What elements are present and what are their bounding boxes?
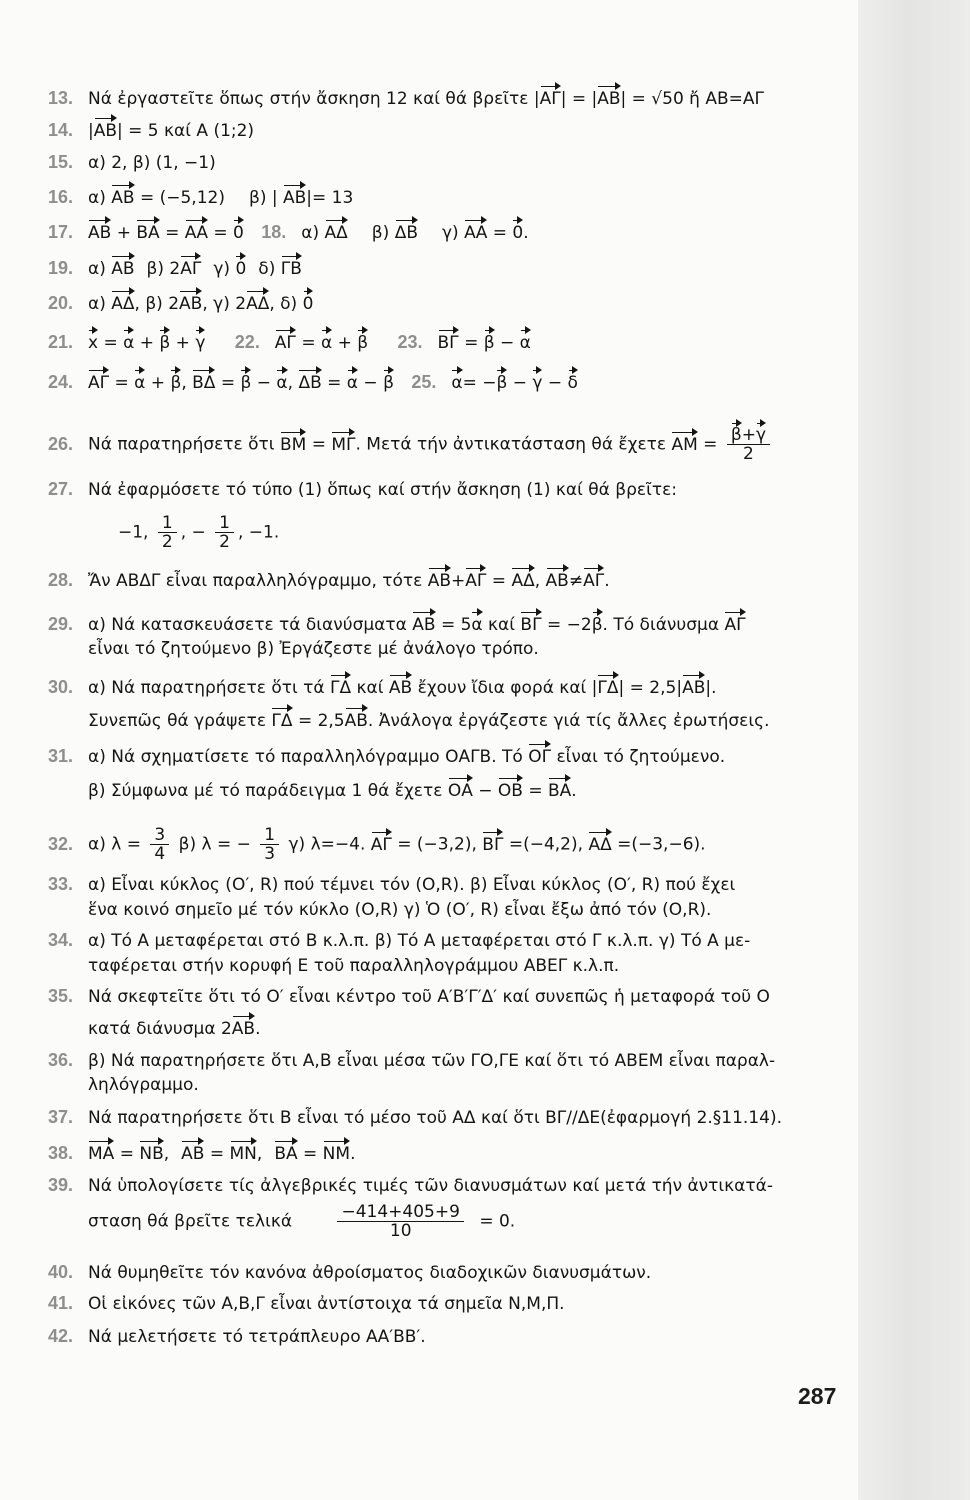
vector: ΑΒ — [388, 678, 413, 698]
answer-37: 37. Νά παρατηρήσετε ὅτι Β εἶναι τό μέσο τοῦ ΑΔ καί ὅτι ΒΓ//ΔΕ(ἐφαρμογή 2.§11.14). — [48, 1107, 782, 1128]
answer-24-25: 24. ΑΓ = α + β, ΒΔ = β − α, ΔΒ = α − β 25. α= −β − γ − δ — [48, 372, 578, 393]
vector: ΑΒ — [181, 1144, 205, 1164]
vector: α — [519, 333, 531, 353]
exercise-number: 19. — [48, 258, 74, 278]
vector: ΑΓ — [180, 259, 202, 279]
answer-21-23: 21. x = α + β + γ 22. ΑΓ = α + β 23. ΒΓ = β − α — [48, 332, 531, 353]
vector: ΑΜ — [671, 434, 698, 455]
exercise-number: 20. — [48, 293, 74, 313]
vector: ΑΒ — [88, 223, 112, 243]
answer-42: 42. Νά μελετήσετε τό τετράπλευρο ΑΑ′ΒΒ′. — [48, 1326, 426, 1347]
exercise-number: 36. — [48, 1050, 74, 1070]
exercise-number: 21. — [48, 332, 74, 352]
vector: α — [134, 373, 146, 393]
vector: 0 — [235, 259, 247, 279]
answer-20: 20. α) ΑΔ, β) 2ΑΒ, γ) 2ΑΔ, δ) 0 — [48, 293, 314, 314]
vector: β — [240, 373, 252, 393]
vector: γ — [532, 373, 543, 393]
answer-30-cont: Συνεπῶς θά γράψετε ΓΔ = 2,5ΑΒ. Ἀνάλογα ἐργάζεστε γιά τίς ἄλλες ἐρωτήσεις. — [88, 711, 770, 731]
exercise-number: 29. — [48, 614, 74, 634]
vector: ΑΒ — [179, 294, 203, 314]
answer-29: 29. α) Νά κατασκευάσετε τά διανύσματα ΑΒ = 5α καί ΒΓ = −2β. Τό διάνυσμα ΑΓ — [48, 614, 746, 635]
answer-31-cont: β) Σύμφωνα μέ τό παράδειγμα 1 θά ἔχετε ΟΑ − ΟΒ = ΒΑ. — [88, 781, 577, 801]
vector: ΟΓ — [528, 747, 552, 767]
vector: ΔΒ — [298, 373, 322, 393]
exercise-number: 33. — [48, 874, 74, 894]
answer-28: 28. Ἄν ΑΒΔΓ εἶναι παραλληλόγραμμο, τότε ΑΒ+ΑΓ = ΑΔ, ΑΒ≠ΑΓ. — [48, 570, 610, 591]
vector: ΟΒ — [497, 781, 523, 801]
vector: ΓΔ — [271, 711, 293, 731]
vector: ΒΜ — [279, 434, 307, 455]
exercise-number: 42. — [48, 1326, 74, 1346]
answer-38: 38. ΜΑ = ΝΒ, ΑΒ = ΜΝ, ΒΑ = ΝΜ. — [48, 1143, 356, 1164]
exercise-number: 17. — [48, 222, 74, 242]
vector: α — [346, 373, 359, 393]
answer-34-cont: ταφέρεται στήν κορυφή Ε τοῦ παραλληλογράμμου ΑΒΕΓ κ.λ.π. — [88, 956, 620, 976]
vector: ΑΒ — [412, 615, 436, 635]
exercise-number: 40. — [48, 1262, 74, 1282]
vector: ΑΒ — [111, 188, 135, 208]
vector: ΑΑ — [464, 223, 488, 243]
exercise-number: 15. — [48, 152, 74, 172]
exercise-number: 30. — [48, 677, 74, 697]
vector: α — [123, 333, 135, 353]
vector: ΒΑ — [136, 223, 160, 243]
answer-13: 13. Νά ἐργαστεῖτε ὅπως στήν ἄσκηση 12 καί θά βρεῖτε |ΑΓ| = |ΑΒ| = √50 ἤ ΑΒ=ΑΓ — [48, 88, 764, 109]
answer-39-cont: σταση θά βρεῖτε τελικά $\frac{-414+405+9}{10}$ = 0. — [88, 1202, 516, 1241]
fraction: $\frac{1}{3}$ — [260, 826, 279, 863]
vector: ΑΒ — [93, 121, 118, 141]
exercise-number: 37. — [48, 1107, 74, 1127]
answer-17-18: 17. ΑΒ + ΒΑ = ΑΑ = 0 18. α) ΑΔ β) ΔΒ γ) ΑΑ = 0. — [48, 222, 529, 243]
vector: ΑΑ — [184, 223, 208, 243]
exercise-number: 39. — [48, 1175, 74, 1195]
answer-14: 14. |ΑΒ| = 5 καί Α (1;2) — [48, 120, 255, 141]
vector: β — [591, 615, 603, 635]
vector: ΒΑ — [274, 1144, 298, 1164]
vector: β — [357, 333, 369, 353]
vector: δ — [567, 373, 578, 393]
fraction: $\frac{\beta+\gamma}{2}$ — [727, 426, 770, 463]
vector: ΑΒ — [597, 89, 621, 109]
exercise-number: 34. — [48, 930, 74, 950]
answer-19: 19. α) ΑΒ β) 2ΑΓ γ) 0 δ) ΓΒ — [48, 258, 302, 279]
vector: ΑΓ — [370, 834, 392, 855]
vector: ΓΒ — [280, 259, 302, 279]
exercise-number: 31. — [48, 746, 74, 766]
answer-40: 40. Νά θυμηθεῖτε τόν κανόνα ἀθροίσματος διαδοχικῶν διανυσμάτων. — [48, 1262, 652, 1283]
vector: α — [320, 333, 333, 353]
answer-36-cont: ληλόγραμμο. — [88, 1075, 199, 1095]
binding-margin — [858, 0, 970, 1500]
vector: ΓΔ — [330, 678, 352, 698]
exercise-number: 16. — [48, 187, 74, 207]
exercise-number: 18. — [261, 222, 287, 242]
answer-31: 31. α) Νά σχηματίσετε τό παραλληλόγραμμο ΟΑΓΒ. Τό ΟΓ εἶναι τό ζητούμενο. — [48, 746, 726, 767]
answer-29-cont: εἶναι τό ζητούμενο β) Ἐργάζεστε μέ ἀνάλογο τρόπο. — [88, 639, 539, 659]
vector: α — [276, 373, 288, 393]
vector: ΜΝ — [229, 1144, 257, 1164]
answer-27-values: −1, $\frac{1}{2}$ , − $\frac{1}{2}$ , −1. — [118, 513, 280, 552]
exercise-number: 28. — [48, 570, 74, 590]
exercise-number: 27. — [48, 479, 74, 499]
vector: 0 — [233, 223, 244, 243]
answer-41: 41. Οἱ εἰκόνες τῶν Α,Β,Γ εἶναι ἀντίστοιχα τά σημεῖα Ν,Μ,Π. — [48, 1293, 565, 1314]
fraction: $\frac{1}{2}$ — [215, 514, 234, 551]
vector: α — [451, 373, 463, 393]
vector: ΑΓ — [724, 615, 746, 635]
answer-36: 36. β) Νά παρατηρήσετε ὅτι Α,Β εἶναι μέσα τῶν ΓΟ,ΓΕ καί ὅτι τό ΑΒΕΜ εἶναι παραλ- — [48, 1050, 776, 1071]
vector: ΑΔ — [111, 294, 135, 314]
vector: ΑΒ — [231, 1019, 256, 1039]
vector: α — [471, 615, 483, 635]
vector: ΑΓ — [539, 89, 561, 109]
answer-33-cont: ἕνα κοινό σημεῖο μέ τόν κύκλο (Ο,R) γ) Ὁ (Ο′, R) εἶναι ἔξω ἀπό τόν (Ο,R). — [88, 900, 712, 920]
vector: β — [159, 333, 171, 353]
vector: γ — [195, 333, 206, 353]
exercise-number: 24. — [48, 372, 74, 392]
vector: ΜΓ — [331, 434, 356, 455]
vector: ΑΔ — [324, 223, 348, 243]
vector: ΑΒ — [545, 571, 569, 591]
vector: ΑΒ — [111, 259, 135, 279]
exercise-number: 35. — [48, 986, 74, 1006]
exercise-number: 38. — [48, 1143, 74, 1163]
answer-33: 33. α) Εἶναι κύκλος (Ο′, R) πού τέμνει τόν (Ο,R). β) Εἶναι κύκλος (Ο′, R) πού ἔχει — [48, 874, 736, 895]
vector: ΟΑ — [447, 781, 473, 801]
vector: ΑΔ — [246, 294, 270, 314]
exercise-number: 41. — [48, 1293, 74, 1313]
vector: ΑΒ — [283, 188, 307, 208]
vector: ΑΔ — [511, 571, 535, 591]
vector: ΜΑ — [88, 1144, 115, 1164]
vector: ΑΓ — [88, 373, 110, 393]
vector: ΒΔ — [192, 373, 216, 393]
answer-39: 39. Νά ὑπολογίσετε τίς ἀλγεβρικές τιμές τῶν διανυσμάτων καί μετά τήν ἀντικατά- — [48, 1175, 773, 1196]
answer-27: 27. Νά ἐφαρμόσετε τό τύπο (1) ὅπως καί στήν ἄσκηση (1) καί θά βρεῖτε: — [48, 479, 678, 500]
vector: β — [170, 373, 182, 393]
vector: ΝΜ — [322, 1144, 351, 1164]
vector: ΑΓ — [465, 571, 487, 591]
vector: ΑΔ — [588, 834, 612, 855]
answer-16: 16. α) ΑΒ = (−5,12) β) | ΑΒ|= 13 — [48, 187, 354, 208]
vector: ΓΔ — [597, 678, 619, 698]
vector: ΑΒ — [682, 678, 706, 698]
exercise-number: 13. — [48, 88, 74, 108]
vector: ΒΓ — [520, 615, 542, 635]
vector: ΑΒ — [427, 571, 452, 591]
vector: 0 — [302, 294, 314, 314]
fraction: $\frac{1}{2}$ — [158, 514, 177, 551]
answer-32: 32. α) λ = $\frac{3}{4}$ β) λ = − $\frac{1}{3}$ γ) λ=−4. ΑΓ = (−3,2), ΒΓ =(−4,2), ΑΔ =(−3,−6). — [48, 825, 706, 864]
exercise-number: 32. — [48, 833, 74, 854]
vector: ΑΓ — [274, 333, 296, 353]
fraction: $\frac{3}{4}$ — [150, 826, 169, 863]
answer-34: 34. α) Τό Α μεταφέρεται στό Β κ.λ.π. β) Τό Α μεταφέρεται στό Γ κ.λ.π. γ) Τό Α με- — [48, 930, 751, 951]
exercise-number: 25. — [411, 372, 437, 392]
vector: ΒΑ — [548, 781, 572, 801]
answer-35-cont: κατά διάνυσμα 2ΑΒ. — [88, 1019, 261, 1039]
vector: x — [88, 333, 99, 353]
vector: ΝΒ — [139, 1144, 164, 1164]
vector: β — [383, 373, 394, 393]
vector: β — [496, 373, 508, 393]
answer-26: 26. Νά παρατηρήσετε ὅτι ΒΜ = ΜΓ. Μετά τήν ἀντικατάσταση θά ἔχετε ΑΜ = $\frac{\beta+\gamma}{2}$ — [48, 426, 848, 463]
vector: ΒΓ — [437, 333, 459, 353]
exercise-number: 26. — [48, 433, 74, 454]
exercise-number: 23. — [397, 332, 423, 352]
vector: ΔΒ — [394, 223, 418, 243]
exercise-number: 22. — [234, 332, 260, 352]
vector: β — [483, 333, 495, 353]
fraction: $\frac{-414+405+9}{10}$ — [337, 1203, 463, 1240]
vector: ΑΒ — [344, 711, 368, 731]
answer-15: 15. α) 2, β) (1, −1) — [48, 152, 216, 173]
answer-35: 35. Νά σκεφτεῖτε ὅτι τό Ο′ εἶναι κέντρο τοῦ Α′Β′Γ′Δ′ καί συνεπῶς ἡ μεταφορά τοῦ Ο — [48, 986, 770, 1007]
vector: ΑΓ — [583, 571, 605, 591]
answer-30: 30. α) Νά παρατηρήσετε ὅτι τά ΓΔ καί ΑΒ ἔχουν ἴδια φορά καί |ΓΔ| = 2,5|ΑΒ|. — [48, 677, 717, 698]
exercise-number: 14. — [48, 120, 74, 140]
vector: ΒΓ — [482, 834, 504, 855]
vector: 0 — [512, 223, 524, 243]
page-number: 287 — [798, 1383, 837, 1409]
